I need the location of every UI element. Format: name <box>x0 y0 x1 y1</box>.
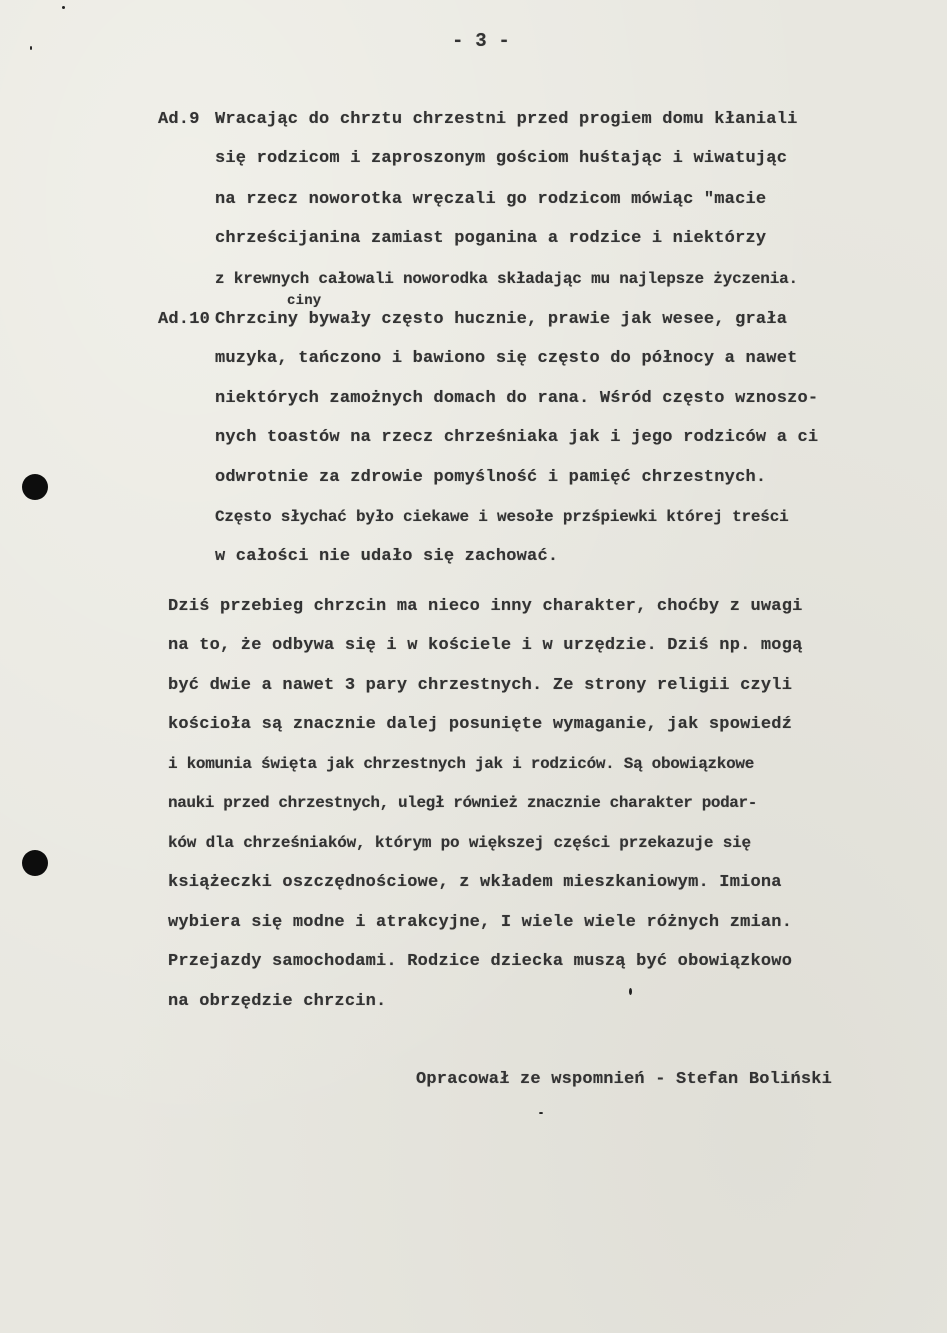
ink-speck <box>539 1112 543 1114</box>
signature-line: Opracował ze wspomnień - Stefan Boliński <box>416 1070 833 1089</box>
ad9-line-2: się rodzicom i zaproszonym gościom huśtając i wiwatując <box>215 149 788 168</box>
ad9-line-1: Wracając do chrztu chrzestni przed progiem domu kłaniali <box>215 110 798 129</box>
today-line-11: na obrzędzie chrzcin. <box>168 992 387 1011</box>
ink-speck <box>629 988 632 995</box>
ink-speck <box>62 6 65 9</box>
today-line-4: kościoła są znacznie dalej posunięte wymaganie, jak spowiedź <box>168 715 793 734</box>
ad10-line-2: muzyka, tańczono i bawiono się często do północy a nawet <box>215 349 798 368</box>
today-line-5: i komunia święta jak chrzestnych jak i rodziców. Są obowiązkowe <box>168 755 754 773</box>
punch-hole-top <box>22 474 48 500</box>
ad9-line-3: na rzecz noworotka wręczali go rodzicom mówiąc "macie <box>215 190 767 209</box>
today-line-7: ków dla chrześniaków, którym po większej części przekazuje się <box>168 834 751 852</box>
ad10-line-1: Chrzciny bywały często hucznie, prawie jak wesee, grała <box>215 310 788 329</box>
ad9-line-4: chrześcijanina zamiast poganina a rodzice i niektórzy <box>215 229 767 248</box>
today-line-3: być dwie a nawet 3 pary chrzestnych. Ze strony religii czyli <box>168 676 793 695</box>
ad10-line-6: Często słychać było ciekawe i wesołe przśpiewki której treści <box>215 508 789 526</box>
ad10-line-5: odwrotnie za zdrowie pomyślność i pamięć chrzestnych. <box>215 468 767 487</box>
punch-hole-bottom <box>22 850 48 876</box>
ad9-line-5: z krewnych całowali noworodka składając mu najlepsze życzenia. <box>215 270 798 288</box>
ink-speck <box>30 46 32 50</box>
ad10-label: Ad.10 <box>158 310 211 329</box>
ad10-line-4: nych toastów na rzecz chrześniaka jak i jego rodziców a ci <box>215 428 819 447</box>
today-line-10: Przejazdy samochodami. Rodzice dziecka muszą być obowiązkowo <box>168 952 793 971</box>
ad10-line-3: niektórych zamożnych domach do rana. Wśród często wznoszo- <box>215 389 819 408</box>
today-line-6: nauki przed chrzestnych, uległ również znacznie charakter podar- <box>168 794 757 812</box>
today-line-2: na to, że odbywa się i w kościele i w urzędzie. Dziś np. mogą <box>168 636 803 655</box>
ad10-correction: ciny <box>287 293 322 309</box>
ad9-label: Ad.9 <box>158 110 200 129</box>
page-number: - 3 - <box>452 30 511 52</box>
ad10-line-7: w całości nie udało się zachować. <box>215 547 559 566</box>
today-line-8: książeczki oszczędnościowe, z wkładem mieszkaniowym. Imiona <box>168 873 782 892</box>
today-line-9: wybiera się modne i atrakcyjne, I wiele wiele różnych zmian. <box>168 913 793 932</box>
today-line-1: Dziś przebieg chrzcin ma nieco inny charakter, choćby z uwagi <box>168 597 803 616</box>
